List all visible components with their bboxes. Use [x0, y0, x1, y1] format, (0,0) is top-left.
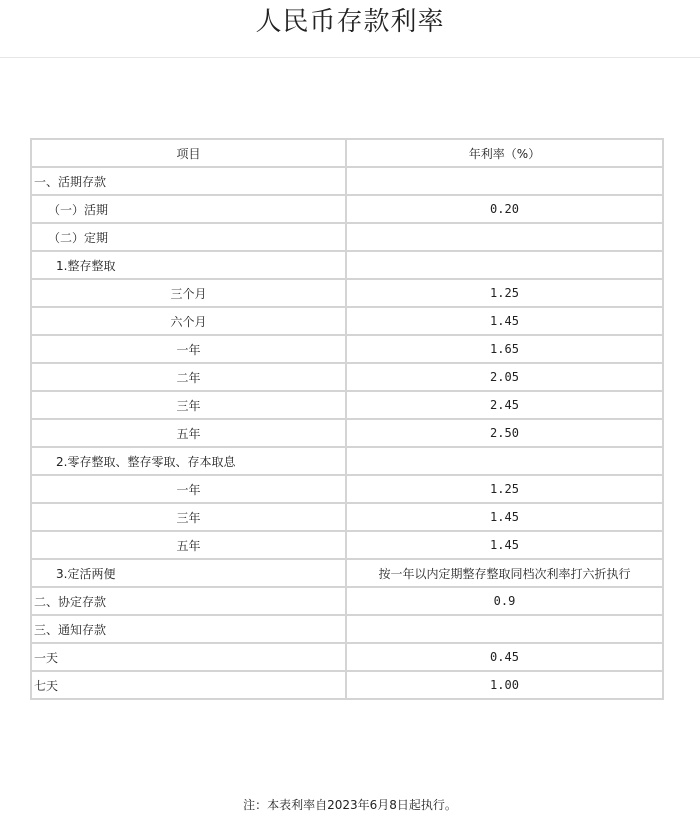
row-item-label: 3.定活两便: [31, 559, 346, 587]
row-rate-value: 1.45: [346, 531, 663, 559]
row-item-label: （一）活期: [31, 195, 346, 223]
row-item-label: 五年: [31, 419, 346, 447]
row-rate-value: 1.00: [346, 671, 663, 699]
table-row: [31, 251, 663, 279]
footnote: 注：本表利率自2023年6月8日起执行。: [243, 798, 457, 812]
table-row: [31, 363, 663, 391]
row-rate-value: 1.45: [346, 307, 663, 335]
table-row: [31, 531, 663, 559]
row-item-label: 三个月: [31, 279, 346, 307]
table-row: [31, 587, 663, 615]
table-row: [31, 475, 663, 503]
row-item-label: 三年: [31, 503, 346, 531]
row-rate-value: 按一年以内定期整存整取同档次利率打六折执行: [346, 559, 663, 587]
row-rate-value: 2.05: [346, 363, 663, 391]
row-rate-value: [346, 223, 663, 251]
row-item-label: 七天: [31, 671, 346, 699]
page-title: 人民币存款利率: [255, 7, 445, 37]
row-item-label: 五年: [31, 531, 346, 559]
row-rate-value: [346, 251, 663, 279]
table-row: [31, 643, 663, 671]
deposit-rate-table: [30, 138, 664, 700]
table-row: [31, 447, 663, 475]
row-rate-value: 2.50: [346, 419, 663, 447]
row-rate-value: 0.20: [346, 195, 663, 223]
row-item-label: 一年: [31, 335, 346, 363]
table-row: [31, 615, 663, 643]
row-rate-value: [346, 615, 663, 643]
table-row: [31, 223, 663, 251]
table-row: [31, 671, 663, 699]
header-item: 项目: [31, 139, 346, 167]
row-item-label: 2.零存整取、整存零取、存本取息: [31, 447, 346, 475]
row-item-label: 一年: [31, 475, 346, 503]
table-body: [31, 167, 663, 699]
row-rate-value: 0.45: [346, 643, 663, 671]
table-row: [31, 335, 663, 363]
table-row: [31, 559, 663, 587]
row-rate-value: 1.65: [346, 335, 663, 363]
row-rate-value: 1.45: [346, 503, 663, 531]
row-rate-value: 0.9: [346, 587, 663, 615]
table-row: [31, 167, 663, 195]
row-item-label: 二年: [31, 363, 346, 391]
table-row: [31, 279, 663, 307]
page-header: [0, 0, 700, 58]
row-item-label: 六个月: [31, 307, 346, 335]
row-item-label: 三年: [31, 391, 346, 419]
row-rate-value: 2.45: [346, 391, 663, 419]
table-row: [31, 195, 663, 223]
row-item-label: 一、活期存款: [31, 167, 346, 195]
row-item-label: 三、通知存款: [31, 615, 346, 643]
row-rate-value: [346, 167, 663, 195]
table-row: [31, 307, 663, 335]
row-rate-value: 1.25: [346, 279, 663, 307]
header-rate: 年利率（%）: [346, 139, 663, 167]
row-item-label: 二、协定存款: [31, 587, 346, 615]
row-item-label: 1.整存整取: [31, 251, 346, 279]
table-row: [31, 391, 663, 419]
table-row: [31, 503, 663, 531]
row-rate-value: 1.25: [346, 475, 663, 503]
row-item-label: （二）定期: [31, 223, 346, 251]
table-row: [31, 419, 663, 447]
table-header-row: [31, 139, 663, 167]
row-item-label: 一天: [31, 643, 346, 671]
row-rate-value: [346, 447, 663, 475]
